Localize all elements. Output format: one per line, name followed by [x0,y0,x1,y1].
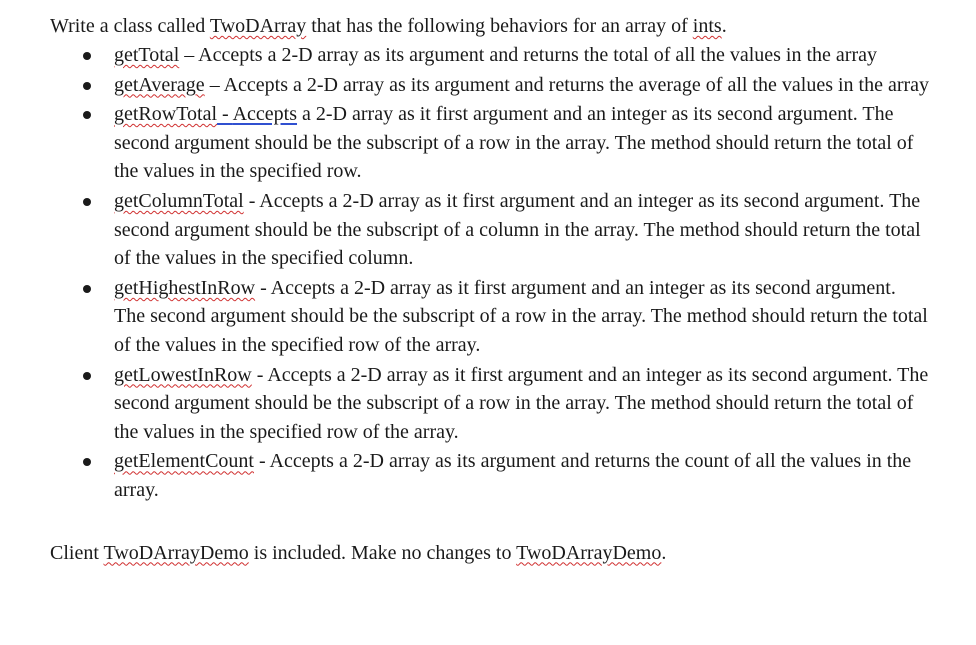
class-name: TwoDArray [209,15,307,37]
list-item-get-column-total [50,187,930,273]
intro-paragraph [50,12,930,40]
method-name: getColumnTotal [114,189,244,212]
separator: – [179,44,199,66]
intro-suffix: . [721,15,727,37]
method-description: Accepts a 2-D array as it first argument and an integer as its second argument. The second argument should be the subscript of a column in the array. The method should return the total of the values in the specified column. [114,189,921,270]
separator: - [255,276,271,299]
list-item-get-total [50,41,930,70]
method-description: Accepts a 2-D array as it first argument and an integer as its second argument. The second argument should be the subscript of a row in the array. The method should return the total of the values in the specified row of the array. [114,363,929,443]
method-description: Accepts a 2-D array as its argument and returns the average of all the values in the array [223,73,930,96]
list-item-get-average [50,71,930,100]
separator: – [204,73,224,96]
separator: - [243,189,260,212]
bullet-icon [83,82,91,90]
method-name: getAverage [114,73,205,96]
demo-name: TwoDArrayDemo [103,541,249,564]
bullet-icon [83,198,91,206]
bullet-icon [83,372,91,380]
footer-middle: is included. Make no changes to [248,541,517,564]
type-word: ints [692,15,722,37]
separator: - [217,103,233,126]
behavior-list [50,41,930,505]
list-item-get-element-count [50,447,930,504]
intro-middle: that has the following behaviors for an array of [306,15,693,37]
method-name: getElementCount [114,450,254,473]
first-word: Accepts [232,103,298,126]
list-item-get-row-total [50,100,930,186]
method-name: getTotal [114,44,180,66]
method-description: a 2-D array as it first argument and an integer as its second argument. The second argument should be the subscript of a row in the array. The method should return the total of the values in the specified row. [114,103,914,183]
demo-name: TwoDArrayDemo [516,541,662,564]
method-name: getRowTotal [114,103,218,126]
separator: - [251,363,268,386]
separator: - [253,450,270,473]
intro-prefix: Write a class called [50,15,210,37]
bullet-icon [83,458,91,466]
footer-paragraph [50,539,930,567]
footer-prefix: Client [50,541,104,564]
method-name: getLowestInRow [114,363,252,386]
document-body [50,12,930,567]
bullet-icon [83,111,91,119]
bullet-icon [83,285,91,293]
method-name: getHighestInRow [114,276,256,299]
list-item-get-lowest-in-row [50,361,930,447]
footer-suffix: . [661,541,667,564]
bullet-icon [83,52,91,60]
method-description: Accepts a 2-D array as its argument and returns the count of all the values in the array. [114,450,912,501]
list-item-get-highest-in-row [50,274,930,360]
method-description: Accepts a 2-D array as its argument and returns the total of all the values in the array [198,44,877,66]
method-description: Accepts a 2-D array as it first argument and an integer as its second argument. The second argument should be the subscript of a row in the array. The method should return the total of the values in the specified row of the array. [114,276,928,356]
